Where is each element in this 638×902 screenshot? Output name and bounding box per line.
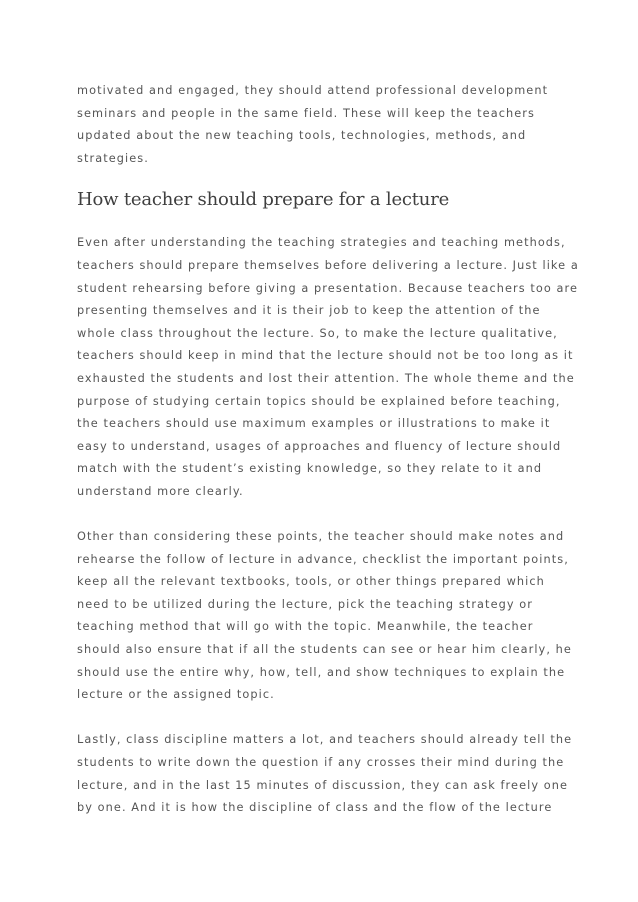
text-line: strategies. xyxy=(77,151,149,165)
text-line: lecture, and in the last 15 minutes of discussion, they can ask freely one xyxy=(77,778,569,792)
text-line: should use the entire why, how, tell, and show techniques to explain the xyxy=(77,665,566,679)
paragraph-2 xyxy=(77,526,572,707)
text-line: keep all the relevant textbooks, tools, or other things prepared which xyxy=(77,575,545,589)
text-line: match with the student’s existing knowledge, so they relate to it and xyxy=(77,462,543,476)
text-line: rehearse the follow of lecture in advance, checklist the important points, xyxy=(77,552,569,566)
text-line: the teachers should use maximum examples or illustrations to make it xyxy=(77,417,551,431)
text-line: updated about the new teaching tools, technologies, methods, and xyxy=(77,129,527,143)
paragraph-1 xyxy=(77,232,579,503)
text-line: Lastly, class discipline matters a lot, and teachers should already tell the xyxy=(77,733,573,747)
section-heading: How teacher should prepare for a lecture xyxy=(77,189,450,211)
text-line: whole class throughout the lecture. So, to make the lecture qualitative, xyxy=(77,326,558,340)
text-line: should also ensure that if all the students can see or hear him clearly, he xyxy=(77,643,572,657)
paragraph-3 xyxy=(77,729,573,819)
text-line: exhausted the students and lost their attention. The whole theme and the xyxy=(77,371,575,385)
text-line: easy to understand, usages of approaches and fluency of lecture should xyxy=(77,439,562,453)
text-line: teaching method that will go with the topic. Meanwhile, the teacher xyxy=(77,620,534,634)
text-line: motivated and engaged, they should attend professional development xyxy=(77,84,549,97)
text-line: need to be utilized during the lecture, pick the teaching strategy or xyxy=(77,597,533,611)
text-line: students to write down the question if any crosses their mind during the xyxy=(77,756,565,770)
paragraph-gap xyxy=(77,504,567,527)
intro-paragraph xyxy=(77,80,567,170)
text-line: teachers should prepare themselves before delivering a lecture. Just like a xyxy=(77,258,579,272)
text-line: lecture or the assigned topic. xyxy=(77,688,275,702)
text-line: teachers should keep in mind that the lecture should not be too long as it xyxy=(77,349,574,363)
text-line: purpose of studying certain topics should be explained before teaching, xyxy=(77,394,561,408)
text-line: understand more clearly. xyxy=(77,484,244,498)
text-line: by one. And it is how the discipline of class and the flow of the lecture xyxy=(77,801,553,815)
text-line: Other than considering these points, the teacher should make notes and xyxy=(77,530,565,544)
paragraph-gap xyxy=(77,707,567,730)
text-line: presenting themselves and it is their job to keep the attention of the xyxy=(77,304,541,318)
text-line: Even after understanding the teaching strategies and teaching methods, xyxy=(77,236,566,250)
document-body xyxy=(77,80,579,820)
text-line: student rehearsing before giving a presentation. Because teachers too are xyxy=(77,281,579,295)
text-line: seminars and people in the same field. These will keep the teachers xyxy=(77,106,535,120)
